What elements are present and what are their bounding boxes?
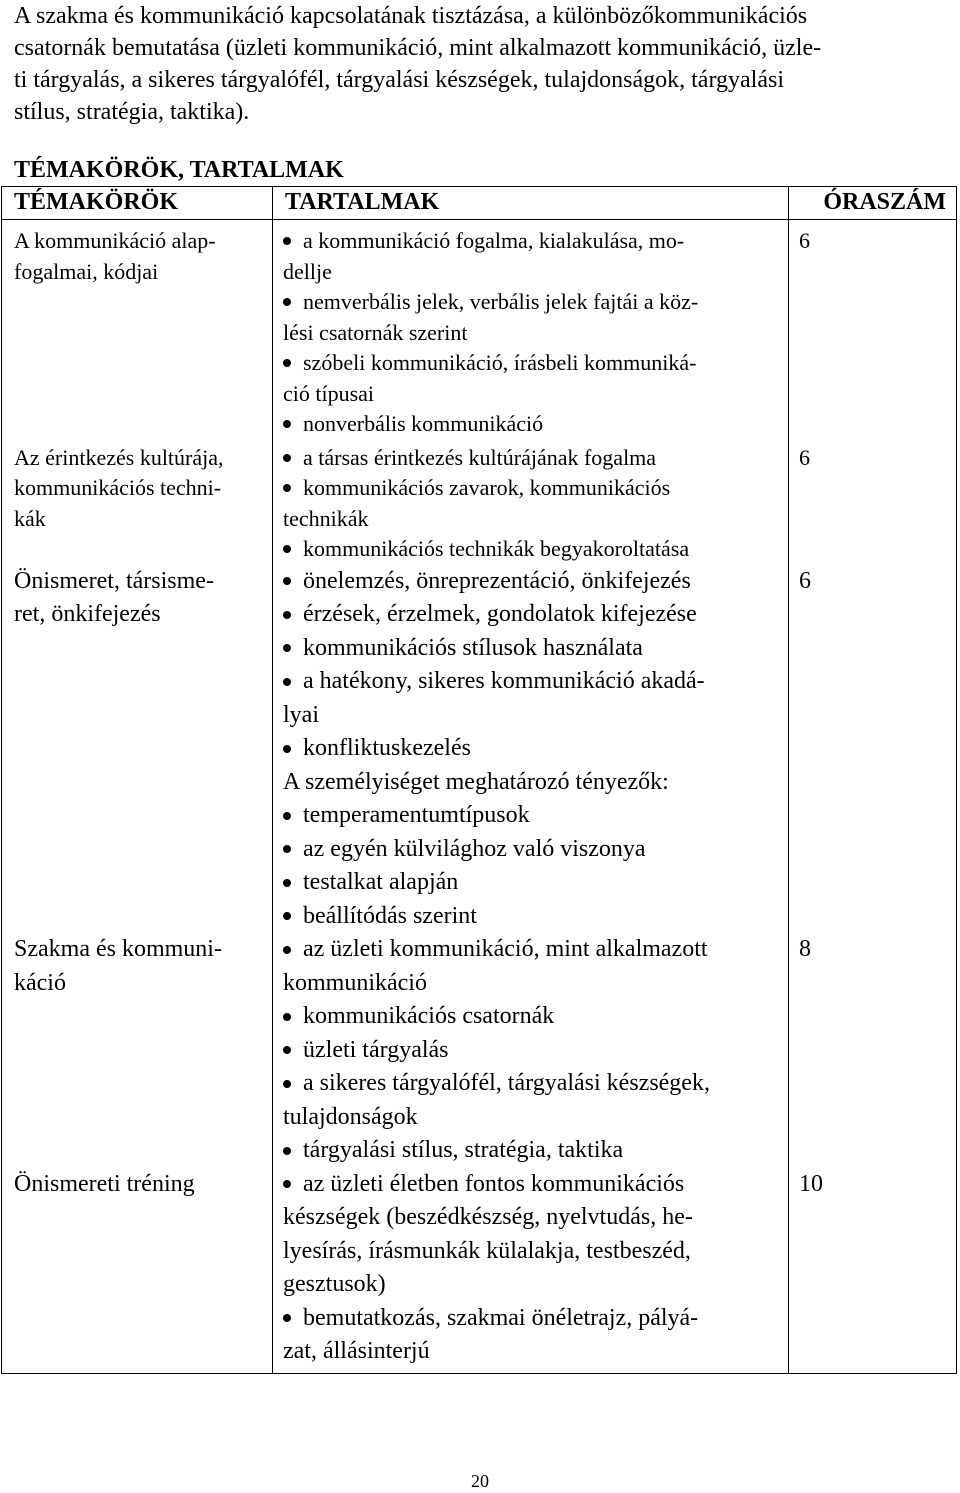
- hours-value: 6: [799, 567, 811, 594]
- bullet-line: a kommunikáció fogalma, kialakulása, mo-: [303, 228, 685, 253]
- topic-text: [14, 565, 264, 632]
- topic-line: fogalmai, kódjai: [14, 258, 159, 284]
- bullet-item: [283, 473, 780, 534]
- bullet-icon: [283, 845, 291, 853]
- hours-cell: [789, 220, 957, 440]
- bullet-line: konfliktuskezelés: [303, 735, 471, 761]
- topic-line: Önismereti tréning: [14, 1170, 195, 1197]
- topics-table: [1, 186, 957, 1374]
- table-row: [2, 440, 957, 565]
- bullet-icon: [283, 237, 291, 245]
- bullet-item: [283, 534, 780, 565]
- topic-line: Önismeret, társisme-: [14, 567, 214, 594]
- table-header-row: [2, 187, 957, 220]
- bullet-icon: [283, 946, 291, 954]
- bullet-line: kommunikációs stílusok használata: [303, 634, 643, 661]
- bullet-icon: [283, 359, 291, 367]
- bullet-line: az üzleti kommunikáció, mint alkalmazott: [303, 936, 708, 962]
- header-topics: TÉMAKÖRÖK: [2, 187, 273, 220]
- topic-line: A kommunikáció alap-: [14, 228, 216, 253]
- bullet-icon: [283, 1147, 291, 1155]
- table-row: [2, 220, 957, 440]
- bullet-line: kommunikációs technikák begyakoroltatása: [303, 536, 690, 561]
- bullet-line: nonverbális kommunikáció: [303, 411, 544, 436]
- bullet-item: [283, 1034, 780, 1068]
- hours-cell: [789, 565, 957, 934]
- topic-cell: [2, 933, 273, 1168]
- bullet-line: kommunikációs csatornák: [303, 1003, 555, 1029]
- bullet-line: a társas érintkezés kultúrájának fogalma: [303, 444, 657, 470]
- bullet-icon: [283, 298, 291, 306]
- intro-line: csatornák bemutatása (üzleti kommunikáció, mint alkalmazott kommunikáció, üzle-: [14, 35, 822, 61]
- bullet-icon: [283, 1013, 291, 1021]
- bullet-line: tulajdonságok: [283, 1103, 418, 1130]
- hours-value: 8: [799, 936, 811, 962]
- hours-value: 10: [799, 1170, 823, 1197]
- topic-cell: [2, 565, 273, 934]
- bullet-icon: [283, 912, 291, 920]
- topic-text: [14, 443, 264, 535]
- bullet-line: testalkat alapján: [303, 869, 459, 895]
- bullet-icon: [283, 812, 291, 820]
- bullet-item: [283, 1000, 780, 1034]
- table-row: [2, 565, 957, 934]
- bullet-line: bemutatkozás, szakmai önéletrajz, pályá-: [303, 1304, 699, 1331]
- hours-cell: [789, 933, 957, 1168]
- topic-line: kák: [14, 505, 46, 531]
- bullet-item: [283, 866, 780, 900]
- bullet-line: lyai: [283, 701, 319, 728]
- bullet-item: [283, 565, 780, 599]
- hours-value: 6: [799, 444, 810, 470]
- intro-line: stílus, stratégia, taktika).: [14, 99, 250, 125]
- bullet-item: [283, 632, 780, 666]
- bullet-item: [283, 1302, 780, 1369]
- bullet-item: [283, 409, 780, 440]
- bullet-line: a hatékony, sikeres kommunikáció akadá-: [303, 668, 705, 694]
- table-row: [2, 933, 957, 1168]
- bullet-icon: [283, 1180, 291, 1188]
- bullet-icon: [283, 420, 291, 428]
- bullet-icon: [283, 745, 291, 753]
- bullet-line: dellje: [283, 258, 332, 284]
- hours-cell: [789, 1168, 957, 1374]
- intro-line: ti tárgyalás, a sikeres tárgyalófél, tárgyalási készségek, tulajdonságok, tárgyalási: [14, 67, 784, 93]
- bullet-item: [283, 933, 780, 1000]
- bullet-line: készségek (beszédkészség, nyelvtudás, he-: [283, 1204, 693, 1230]
- bullet-item: [283, 732, 780, 766]
- intro-paragraph: [14, 0, 944, 128]
- bullet-line: kommunikációs zavarok, kommunikációs: [303, 475, 671, 500]
- bullet-icon: [283, 678, 291, 686]
- topic-line: kommunikációs techni-: [14, 475, 222, 500]
- sub-heading: A személyiséget meghatározó tényezők:: [283, 768, 669, 795]
- bullet-item: [283, 665, 780, 732]
- bullet-line: nemverbális jelek, verbális jelek fajtái a köz-: [303, 289, 699, 314]
- content-cell: [273, 565, 789, 934]
- bullet-line: kommunikáció: [283, 969, 427, 996]
- content-cell: [273, 933, 789, 1168]
- topic-line: ret, önkifejezés: [14, 601, 161, 627]
- topic-text: [14, 1168, 264, 1202]
- header-hours: ÓRASZÁM: [789, 187, 957, 220]
- bullet-line: beállítódás szerint: [303, 902, 477, 929]
- header-contents: TARTALMAK: [273, 187, 789, 220]
- topic-cell: [2, 1168, 273, 1374]
- intro-line: A szakma és kommunikáció kapcsolatának tisztázása, a különbözőkommunikációs: [14, 3, 808, 29]
- bullet-item: [283, 348, 780, 409]
- bullet-line: lyesírás, írásmunkák külalakja, testbeszéd,: [283, 1237, 691, 1264]
- bullet-icon: [283, 1046, 291, 1054]
- bullet-line: ció típusai: [283, 380, 375, 406]
- bullet-line: érzések, érzelmek, gondolatok kifejezése: [303, 601, 697, 627]
- bullet-line: lési csatornák szerint: [283, 319, 468, 345]
- bullet-item: [283, 1067, 780, 1134]
- bullet-item: [283, 799, 780, 833]
- bullet-line: az üzleti életben fontos kommunikációs: [303, 1170, 685, 1197]
- bullet-item: [283, 900, 780, 934]
- page-number: 20: [471, 1471, 489, 1491]
- topic-line: Szakma és kommuni-: [14, 936, 222, 962]
- hours-value: 6: [799, 228, 810, 253]
- bullet-line: szóbeli kommunikáció, írásbeli kommuniká-: [303, 350, 697, 375]
- bullet-icon: [283, 577, 291, 585]
- hours-cell: [789, 440, 957, 565]
- bullet-icon: [283, 484, 291, 492]
- bullet-item: [283, 1168, 780, 1302]
- table-row: [2, 1168, 957, 1374]
- bullet-item: [283, 1134, 780, 1168]
- bullet-item: [283, 833, 780, 867]
- content-cell: [273, 440, 789, 565]
- bullet-item: [283, 287, 780, 348]
- bullet-line: tárgyalási stílus, stratégia, taktika: [303, 1137, 624, 1163]
- bullet-icon: [283, 1080, 291, 1088]
- bullet-icon: [283, 611, 291, 619]
- topic-text: [14, 933, 264, 1000]
- bullet-line: a sikeres tárgyalófél, tárgyalási készségek,: [303, 1070, 710, 1096]
- bullet-line: gesztusok): [283, 1271, 386, 1297]
- bullet-icon: [283, 1314, 291, 1322]
- section-heading: TÉMAKÖRÖK, TARTALMAK: [14, 157, 344, 183]
- bullet-icon: [283, 644, 291, 652]
- topic-text: [14, 226, 264, 287]
- bullet-line: üzleti tárgyalás: [303, 1036, 449, 1063]
- content-cell: [273, 220, 789, 440]
- topic-line: Az érintkezés kultúrája,: [14, 444, 224, 470]
- bullet-icon: [283, 545, 291, 553]
- bullet-line: az egyén külvilághoz való viszonya: [303, 835, 646, 862]
- topic-cell: [2, 220, 273, 440]
- bullet-item: [283, 598, 780, 632]
- table-body: [2, 220, 957, 1374]
- bullet-icon: [283, 879, 291, 887]
- bullet-line: temperamentumtípusok: [303, 802, 530, 828]
- bullet-line: önelemzés, önreprezentáció, önkifejezés: [303, 567, 691, 594]
- bullet-icon: [283, 454, 291, 462]
- bullet-line: zat, állásinterjú: [283, 1338, 430, 1364]
- bullet-item: [283, 226, 780, 287]
- topic-line: káció: [14, 969, 66, 996]
- bullet-item: [283, 443, 780, 474]
- bullet-line: technikák: [283, 505, 369, 531]
- content-cell: [273, 1168, 789, 1374]
- topic-cell: [2, 440, 273, 565]
